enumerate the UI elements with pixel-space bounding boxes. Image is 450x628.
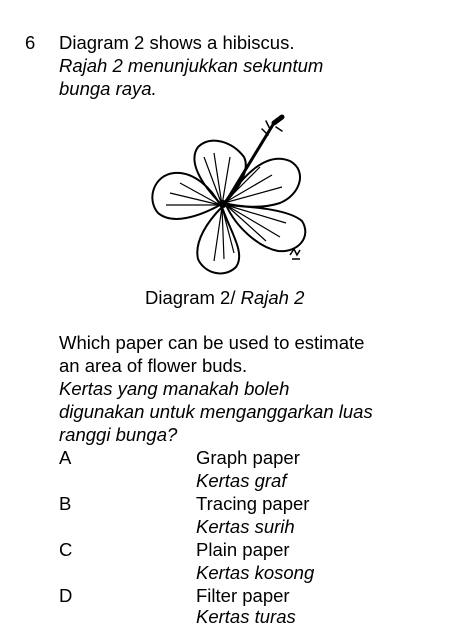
option-b-letter: B (59, 493, 72, 514)
option-d-english: Filter paper (196, 585, 290, 606)
prompt-malay-line-3: ranggi bunga? (59, 424, 178, 445)
option-a-malay: Kertas graf (196, 470, 287, 491)
question-stem-english: Diagram 2 shows a hibiscus. (59, 32, 295, 53)
prompt-english-line-2: an area of flower buds. (59, 355, 248, 376)
diagram-caption (145, 286, 304, 309)
question-stem-malay-line-1: Rajah 2 menunjukkan sekuntum (59, 55, 324, 76)
hibiscus-diagram (140, 113, 315, 285)
option-a-letter: A (59, 447, 72, 468)
option-c-english: Plain paper (196, 539, 290, 560)
option-b-malay: Kertas surih (196, 516, 295, 537)
option-a-english: Graph paper (196, 447, 300, 468)
option-d-letter: D (59, 585, 73, 606)
prompt-english-line-1: Which paper can be used to estimate (59, 332, 365, 353)
question-number: 6 (25, 32, 36, 53)
question-stem-malay-line-2: bunga raya. (59, 78, 157, 99)
caption-english: Diagram 2/ (145, 287, 236, 308)
option-c-letter: C (59, 539, 73, 560)
prompt-malay-line-2: digunakan untuk menganggarkan luas (59, 401, 373, 422)
option-c-malay: Kertas kosong (196, 562, 315, 583)
option-d-malay: Kertas turas (196, 606, 296, 627)
caption-malay: Rajah 2 (240, 287, 305, 308)
option-b-english: Tracing paper (196, 493, 310, 514)
prompt-malay-line-1: Kertas yang manakah boleh (59, 378, 290, 399)
